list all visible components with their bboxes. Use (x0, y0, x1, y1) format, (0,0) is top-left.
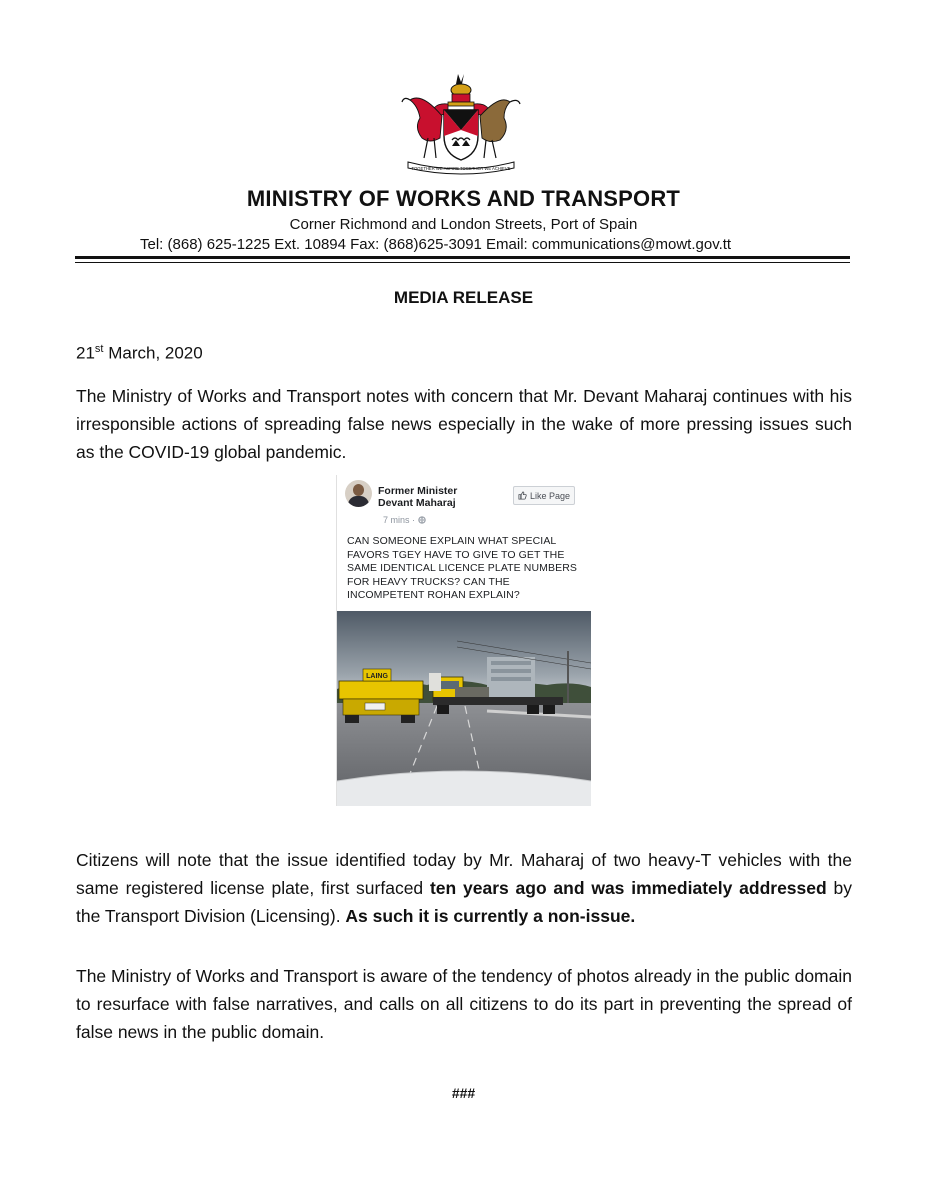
thumbs-up-icon (518, 491, 527, 500)
letterhead-rule-thin (75, 262, 850, 263)
photo-trailer-text: LAING (366, 673, 388, 680)
paragraph-2 (76, 846, 852, 930)
social-post-screenshot (336, 475, 591, 806)
like-page-button (513, 486, 575, 505)
end-of-release-mark: ### (451, 1085, 476, 1101)
release-date (76, 343, 203, 364)
post-author-line-2: Devant Maharaj (378, 497, 456, 509)
post-photo-trucks (337, 611, 591, 806)
date-suffix: st (94, 343, 104, 355)
avatar (345, 480, 372, 507)
organization-contact: Tel: (868) 625-1225 Ext. 10894 Fax: (868)625-3091 Email: communications@mowt.gov.tt (140, 236, 732, 253)
date-day: 21 (76, 343, 95, 363)
paragraph-2-part-1: Citizens will note that the issue identified today by Mr. Maharaj of two heavy-T vehicles with the same registered license plate, first surfaced (76, 850, 852, 898)
post-text: CAN SOMEONE EXPLAIN WHAT SPECIAL FAVORS TGEY HAVE TO GIVE TO GET THE SAME IDENTICAL LICENCE PLATE NUMBERS FOR HEAVY TRUCKS? CAN THE INCOMPETENT ROHAN EXPLAIN? (347, 535, 577, 601)
crest-motto: TOGETHER WE ASPIRE TOGETHER WE ACHIEVE (411, 166, 511, 171)
release-heading: MEDIA RELEASE (393, 288, 534, 307)
paragraph-2-part-2: by the Transport Division (Licensing). (76, 878, 852, 926)
globe-icon (418, 516, 426, 524)
post-timestamp (383, 515, 426, 525)
coat-of-arms-icon (400, 72, 522, 176)
paragraph-2-bold-2: As such it is currently a non-issue. (345, 906, 636, 926)
organization-address: Corner Richmond and London Streets, Port of Spain (289, 216, 638, 233)
date-rest: March, 2020 (103, 343, 203, 363)
paragraph-3: The Ministry of Works and Transport is aware of the tendency of photos already in the public domain to resurface with false narratives, and calls on all citizens to do its part in preventing the spread of false news in the public domain. (76, 966, 852, 1042)
post-author (378, 485, 457, 509)
like-page-label: Like Page (529, 490, 571, 501)
paragraph-2-bold-1: ten years ago and was immediately addressed (429, 878, 827, 898)
letterhead-rule-thick (75, 256, 850, 259)
post-time-text: 7 mins · (383, 515, 418, 525)
post-author-line-1: Former Minister (378, 485, 458, 497)
organization-name: MINISTRY OF WORKS AND TRANSPORT (246, 186, 681, 211)
paragraph-1: The Ministry of Works and Transport notes with concern that Mr. Devant Maharaj continues with his irresponsible actions of spreading false news especially in the wake of more pressing issues such as the COVID-19 global pandemic. (76, 386, 852, 462)
